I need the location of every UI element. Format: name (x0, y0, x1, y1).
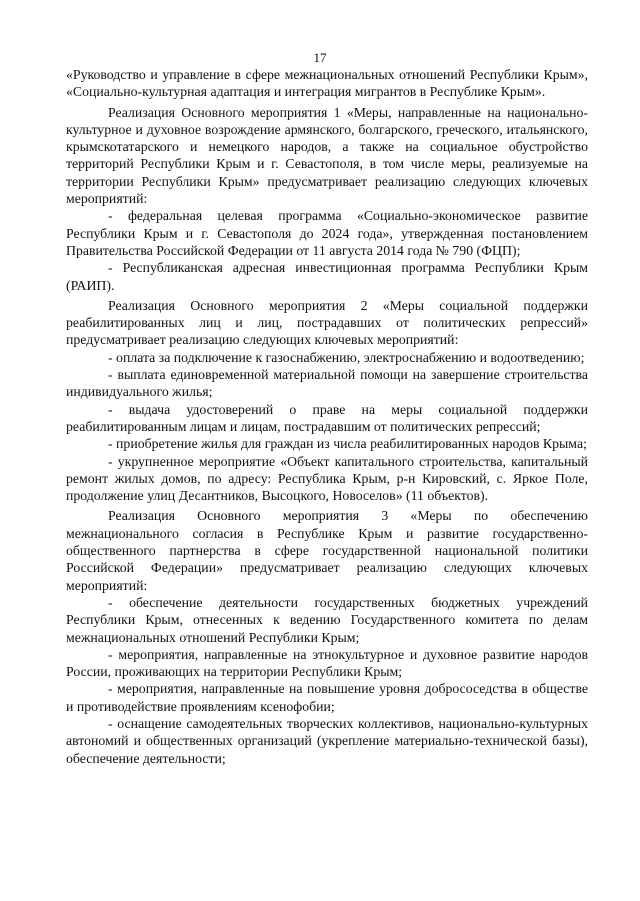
list-item: - приобретение жилья для граждан из числа реабилитированных народов Крыма; (108, 436, 587, 452)
list-item: - федеральная целевая программа «Социально-экономическое развитие Республики Крым и г. Севастополя до 2024 года», утвержденная постановлением Правительства Российской Федерации от 11 августа 2014 года № 790 (ФЦП); (66, 208, 588, 258)
list-item: - обеспечение деятельности государственных бюджетных учреждений Республики Крым, отнесенных к ведению Государственного комитета по делам межнациональных отношений Республики Крым; (66, 594, 588, 645)
list-item: - выдача удостоверений о праве на меры социальной поддержки реабилитированным лицам и лицам, пострадавшим от политических репрессий; (66, 401, 588, 434)
list-item: - мероприятия, направленные на повышение уровня добрососедства в обществе и противодействие проявлениям ксенофобии; (66, 681, 588, 714)
page-number: 17 (313, 50, 327, 65)
paragraph: Реализация Основного мероприятия 2 «Меры социальной поддержки реабилитированных лиц и лиц, пострадавших от политических репрессий» предусматривает реализацию следующих ключевых мероприятий: (66, 297, 588, 348)
list-item: - Республиканская адресная инвестиционная программа Республики Крым (РАИП). (66, 260, 588, 293)
list-item: - оплата за подключение к газоснабжению, электроснабжению и водоотведению; (108, 349, 585, 365)
list-item: - укрупненное мероприятие «Объект капитального строительства, капитальный ремонт жилых домов, по адресу: Республика Крым, р-н Кировский, с. Яркое Поле, продолжение улиц Десантников, Высоцкого, Новоселов» (11 объектов). (66, 453, 588, 504)
list-item: - мероприятия, направленные на этнокультурное и духовное развитие народов России, проживающих на территории Республики Крым; (66, 646, 588, 680)
list-item: - выплата единовременной материальной помощи на завершение строительства индивидуального жилья; (66, 367, 588, 400)
paragraph: «Руководство и управление в сфере межнациональных отношений Республики Крым», «Социально-культурная адаптация и интеграция мигрантов в Республике Крым». (66, 67, 588, 100)
paragraph: Реализация Основного мероприятия 1 «Меры, направленные на национально-культурное и духовное возрождение армянского, болгарского, греческого, итальянского, крымскотатарского и немецкого народов, а также на социальное обустройство территорий Республики Крым и г. Севастополя, в том числе меры, реализуемые на территории Республики Крым» предусматривает реализацию следующих ключевых мероприятий: (66, 104, 588, 207)
document-body (66, 66, 588, 767)
list-item: - оснащение самодеятельных творческих коллективов, национально-культурных автономий и общественных организаций (укрепление материально-технической базы), обеспечение деятельности; (66, 715, 588, 766)
paragraph: Реализация Основного мероприятия 3 «Меры по обеспечению межнационального согласия в Республике Крым и развитие государственно-общественного партнерства в сфере государственной национальной политики Российской Федерации» предусматривает реализацию следующих ключевых мероприятий: (66, 508, 588, 593)
